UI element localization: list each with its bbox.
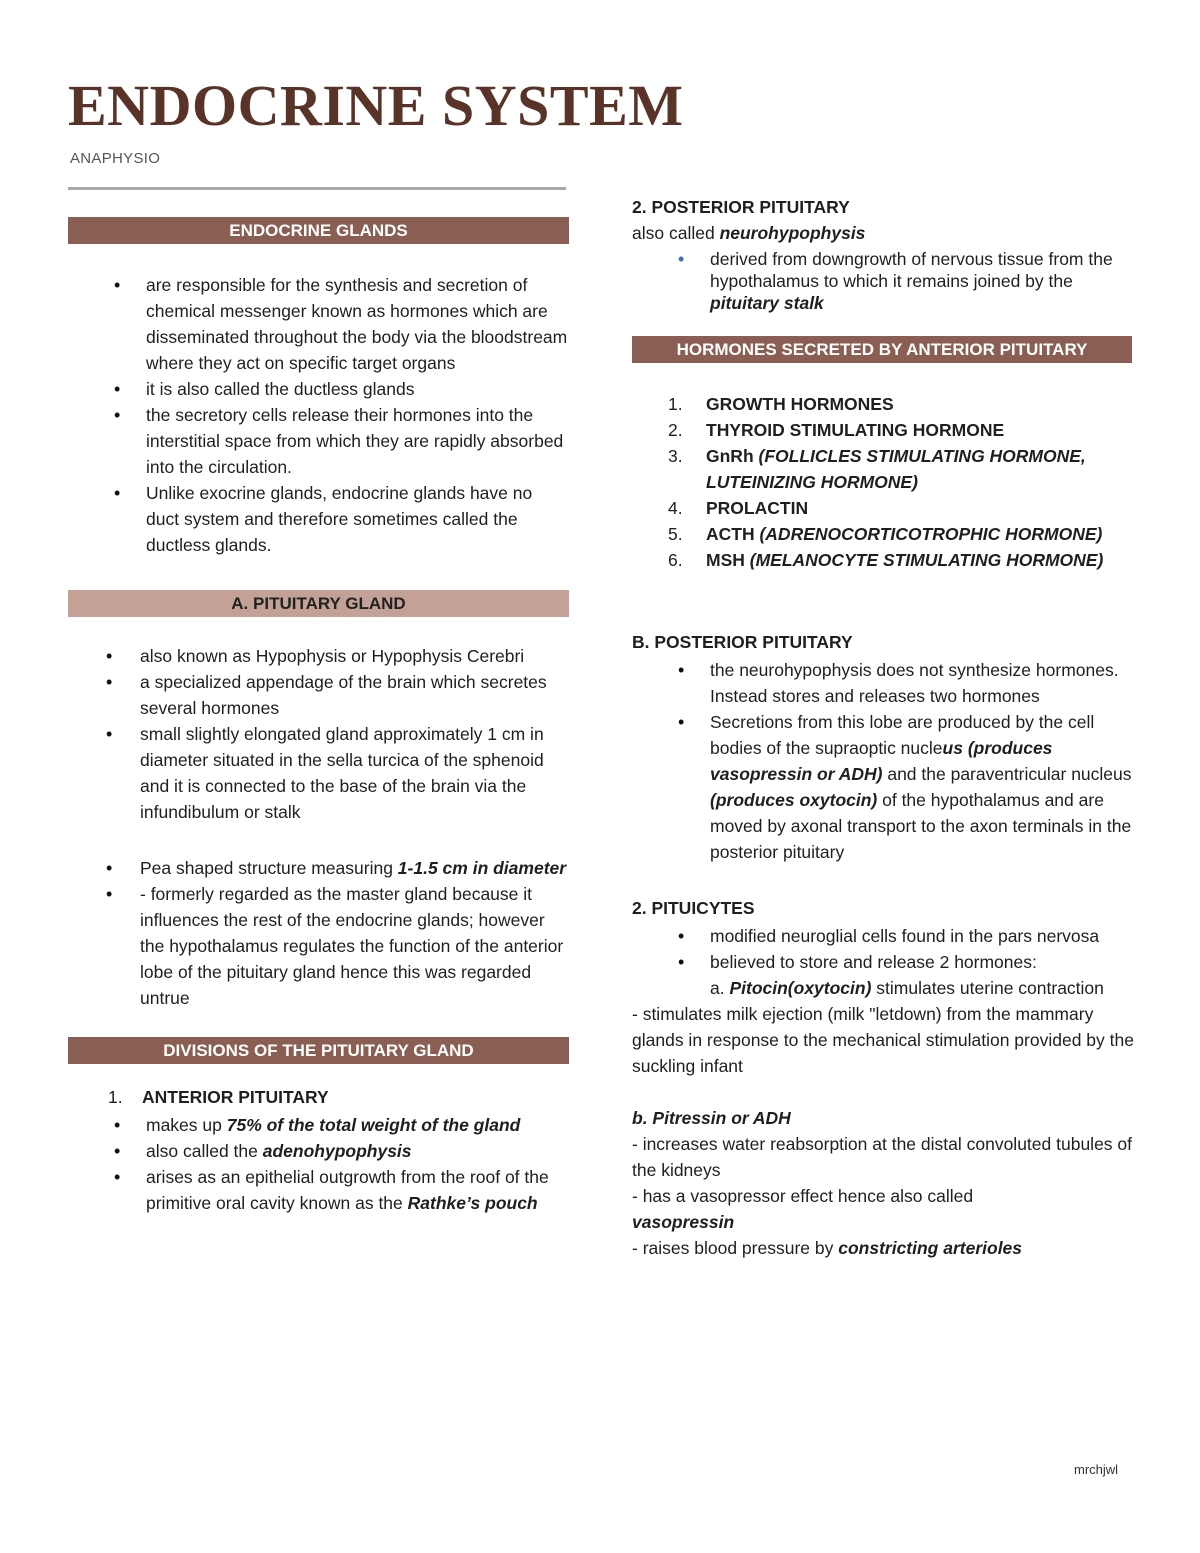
list-item	[632, 547, 1137, 573]
hormone-name: PROLACTIN	[706, 498, 809, 518]
list-item	[68, 1138, 569, 1164]
hormone-name: THYROID STIMULATING HORMONE	[706, 420, 1005, 440]
list-item	[632, 443, 1137, 495]
list-item	[632, 495, 1137, 521]
list-item	[632, 521, 1137, 547]
pituicytes-heading: 2. PITUICYTES	[632, 898, 755, 918]
hormone-detail: (FOLLICLES STIMULATING HORMONE, LUTEINIZING HORMONE)	[706, 446, 1086, 492]
posterior-pituitary-heading: B. POSTERIOR PITUITARY	[632, 632, 853, 652]
text: - raises blood pressure by	[632, 1238, 839, 1258]
list-item: • Unlike exocrine glands, endocrine glands have no duct system and therefore sometimes called the ductless glands.	[68, 480, 569, 558]
item-number: 1.	[668, 394, 683, 414]
emphasis: Rathke’s pouch	[407, 1193, 538, 1213]
text: of the hypothalamus and are moved by axonal transport to the axon terminals in the posterior pituitary	[710, 790, 1132, 862]
pitressin-note-2	[632, 1183, 1137, 1235]
item-number: 6.	[668, 550, 683, 570]
header-divider	[68, 187, 566, 190]
item-number: 2.	[668, 420, 683, 440]
pituitary-list	[68, 643, 569, 1011]
list-item: • the neurohypophysis does not synthesize hormones. Instead stores and releases two hormones	[632, 657, 1137, 709]
posterior-intro-list	[632, 248, 1137, 314]
text: derived from downgrowth of nervous tissue from the hypothalamus to which it remains joined by the	[710, 249, 1113, 291]
text: a.	[710, 978, 730, 998]
emphasis: us (produces vasopressin or ADH)	[710, 738, 1053, 784]
page-subtitle: ANAPHYSIO	[70, 150, 161, 167]
text: Pea shaped structure measuring	[140, 858, 398, 878]
anterior-pituitary-list	[68, 1112, 569, 1216]
emphasis: 75% of the total weight of the gland	[226, 1115, 521, 1135]
text: also called	[632, 223, 720, 243]
list-item	[632, 248, 1137, 314]
emphasis: constricting arterioles	[838, 1238, 1023, 1258]
right-column	[632, 194, 1137, 1261]
emphasis: adenohypophysis	[262, 1141, 412, 1161]
text: and the paraventricular nucleus	[882, 764, 1132, 784]
emphasis: 1-1.5 cm in diameter	[397, 858, 567, 878]
list-item	[68, 855, 569, 881]
section-heading-endocrine-glands: ENDOCRINE GLANDS	[68, 217, 569, 244]
posterior-pituitary-alias	[632, 220, 1137, 246]
emphasis: vasopressin	[632, 1212, 735, 1232]
text: makes up	[146, 1115, 227, 1135]
page-title: ENDOCRINE SYSTEM	[68, 73, 684, 138]
hormone-name: GnRh	[706, 446, 759, 466]
footer-author: mrchjwl	[1074, 1462, 1119, 1477]
emphasis: pituitary stalk	[710, 293, 824, 313]
posterior-pituitary-intro-heading: 2. POSTERIOR PITUITARY	[632, 197, 850, 217]
text: also called the	[146, 1141, 263, 1161]
endocrine-glands-list	[68, 272, 569, 558]
division-number: 1.	[108, 1087, 123, 1107]
list-item: • - formerly regarded as the master gland because it influences the rest of the endocrine glands; however the hypothalamus regulates the function of the anterior lobe of the pituitary gland hence this was regarded untrue	[68, 881, 569, 1011]
list-item	[632, 417, 1137, 443]
section-heading-divisions: DIVISIONS OF THE PITUITARY GLAND	[68, 1037, 569, 1064]
milk-ejection-note: - stimulates milk ejection (milk "letdown) from the mammary glands in response to the mechanical stimulation provided by the suckling infant	[632, 1004, 1134, 1076]
list-item: • the secretory cells release their hormones into the interstitial space from which they are rapidly absorbed into the circulation.	[68, 402, 569, 480]
posterior-pituitary-list	[632, 657, 1137, 865]
left-column	[68, 217, 569, 1216]
list-item: • also known as Hypophysis or Hypophysis Cerebri	[68, 643, 569, 669]
emphasis: (produces oxytocin)	[710, 790, 878, 810]
list-item	[68, 1112, 569, 1138]
text: believed to store and release 2 hormones:	[710, 952, 1037, 972]
hormone-name: ACTH	[706, 524, 760, 544]
item-number: 5.	[668, 524, 683, 544]
division-title: ANTERIOR PITUITARY	[142, 1087, 329, 1107]
emphasis: neurohypophysis	[719, 223, 866, 243]
division-item-anterior	[68, 1084, 569, 1110]
list-item	[68, 1164, 569, 1216]
list-item	[632, 391, 1137, 417]
pitressin-heading: b. Pitressin or ADH	[632, 1108, 791, 1128]
list-item: • small slightly elongated gland approximately 1 cm in diameter situated in the sella turcica of the sphenoid and it is connected to the base of the brain via the infundibulum or stalk	[68, 721, 569, 825]
emphasis: Pitocin(oxytocin)	[729, 978, 872, 998]
list-item: • modified neuroglial cells found in the pars nervosa	[632, 923, 1137, 949]
text: stimulates uterine contraction	[871, 978, 1104, 998]
pitressin-note-3	[632, 1235, 1137, 1261]
text: - has a vasopressor effect hence also called	[632, 1186, 974, 1206]
item-number: 4.	[668, 498, 683, 518]
list-item: • are responsible for the synthesis and secretion of chemical messenger known as hormones which are disseminated throughout the body via the bloodstream where they act on specific target organs	[68, 272, 569, 376]
list-item	[632, 709, 1137, 865]
section-heading-pituitary-gland: A. PITUITARY GLAND	[68, 590, 569, 617]
pitressin-note-1: - increases water reabsorption at the distal convoluted tubules of the kidneys	[632, 1134, 1133, 1180]
text: Secretions from this lobe are produced by the cell bodies of the supraoptic nucle	[710, 712, 1095, 758]
hormone-detail: (ADRENOCORTICOTROPHIC HORMONE)	[759, 524, 1103, 544]
pituicytes-list	[632, 923, 1137, 1001]
item-number: 3.	[668, 446, 683, 466]
section-heading-anterior-hormones: HORMONES SECRETED BY ANTERIOR PITUITARY	[632, 336, 1132, 363]
list-item: • a specialized appendage of the brain which secretes several hormones	[68, 669, 569, 721]
list-item	[632, 949, 1137, 1001]
anterior-hormones-list	[632, 391, 1137, 573]
hormone-name: GROWTH HORMONES	[706, 394, 894, 414]
hormone-name: MSH	[706, 550, 750, 570]
list-item: • it is also called the ductless glands	[68, 376, 569, 402]
hormone-detail: (MELANOCYTE STIMULATING HORMONE)	[749, 550, 1104, 570]
text: arises as an epithelial outgrowth from the roof of the primitive oral cavity known as the	[146, 1167, 549, 1213]
